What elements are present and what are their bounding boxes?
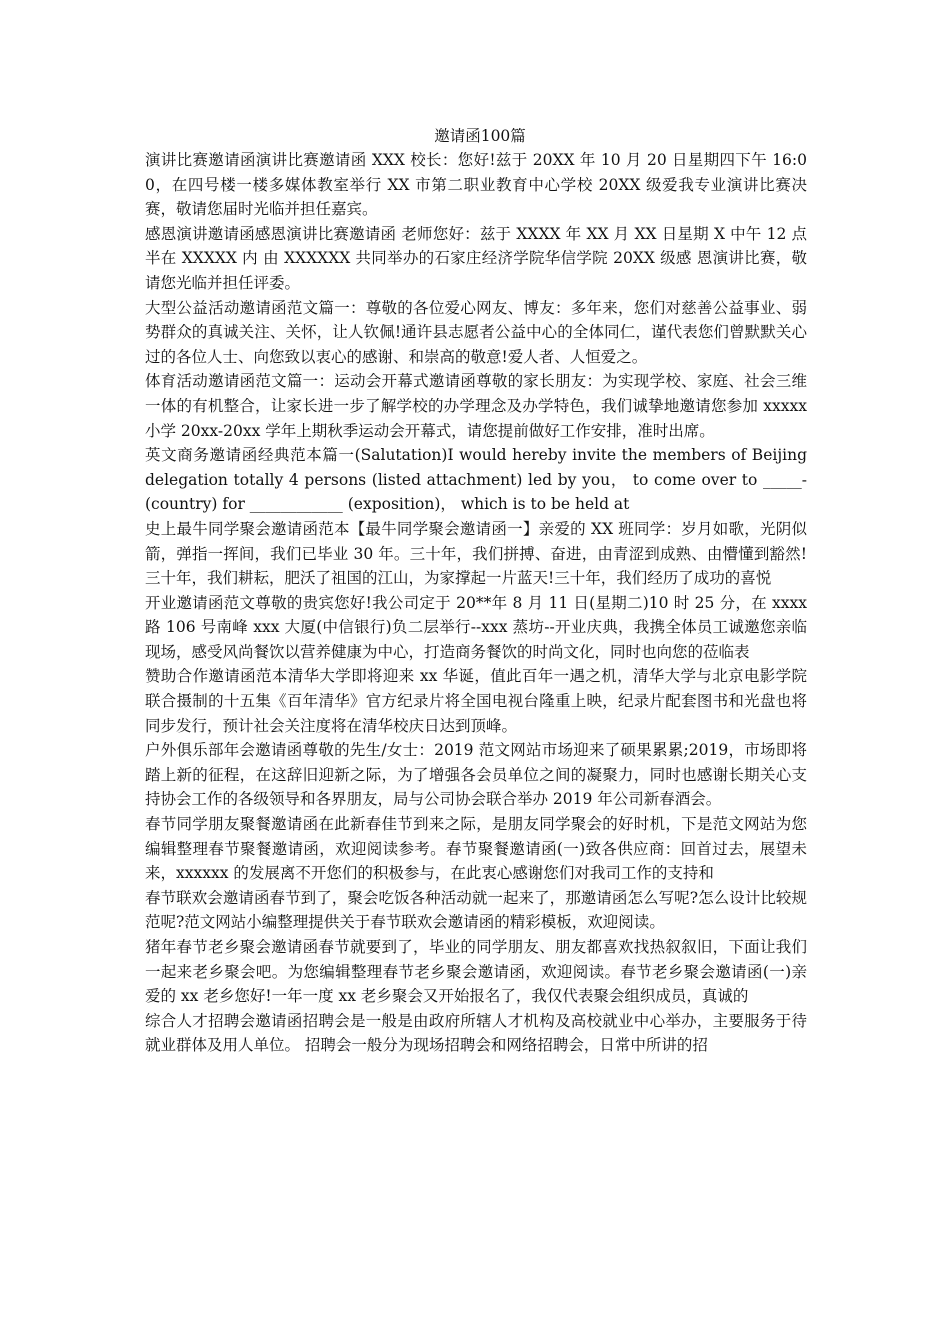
paragraph-outdoor-club: 户外俱乐部年会邀请函尊敬的先生/女士：2019 范文网站市场迎来了硕果累累;2019，市场即将踏上新的征程，在这辞旧迎新之际，为了增强各会员单位之间的凝聚力，同时也感谢长期关心支持协会工作的各级领导和各界朋友，局与公司协会联合举办 2019 年公司新春酒会。 [145,741,807,809]
paragraph-spring-gala: 春节联欢会邀请函春节到了，聚会吃饭各种活动就一起来了，那邀请函怎么写呢?怎么设计比较规范呢?范文网站小编整理提供关于春节联欢会邀请函的精彩模板，欢迎阅读。 [145,888,807,932]
paragraph-opening-ceremony: 开业邀请函范文尊敬的贵宾您好!我公司定于 20**年 8 月 11 日(星期二)10 时 25 分，在 xxxx 路 106 号南峰 xxx 大厦(中信银行)负二层举行--xxx 蒸坊--开业庆典，我携全体员工诚邀您亲临现场，感受风尚餐饮以营养健康为中心，打造商务餐饮的时尚文化，同时也向您的莅临表 [145,593,807,661]
paragraph-sponsorship: 赞助合作邀请函范本清华大学即将迎来 xx 华诞，值此百年一遇之机，清华大学与北京电影学院联合摄制的十五集《百年清华》官方纪录片将全国电视台隆重上映，纪录片配套图书和光盘也将同步发行，预计社会关注度将在清华校庆日达到顶峰。 [145,667,807,735]
paragraph-speech-contest: 演讲比赛邀请函演讲比赛邀请函 XXX 校长：您好!兹于 20XX 年 10 月 20 日星期四下午 16:00，在四号楼一楼多媒体教室举行 XX 市第二职业教育中心学校 20XX 级爱我专业演讲比赛决赛，敬请您届时光临并担任嘉宾。 [145,151,807,219]
paragraph-classmate-reunion: 史上最牛同学聚会邀请函范本【最牛同学聚会邀请函一】亲爱的 XX 班同学：岁月如歌，光阴似箭，弹指一挥间，我们已毕业 30 年。三十年，我们拼搏、奋进，由青涩到成熟、由懵懂到豁然!三十年，我们耕耘，肥沃了祖国的江山，为家撑起一片蓝天!三十年，我们经历了成功的喜悦 [145,519,807,588]
paragraph-hometown-reunion: 猪年春节老乡聚会邀请函春节就要到了，毕业的同学朋友、朋友都喜欢找热叙叙旧，下面让我们一起来老乡聚会吧。为您编辑整理春节老乡聚会邀请函，欢迎阅读。春节老乡聚会邀请函(一)亲爱的 xx 老乡您好!一年一度 xx 老乡聚会又开始报名了，我仅代表聚会组织成员，真诚的 [145,938,807,1006]
paragraph-job-fair: 综合人才招聘会邀请函招聘会是一般是由政府所辖人才机构及高校就业中心举办，主要服务于待就业群体及用人单位。 招聘会一般分为现场招聘会和网络招聘会，日常中所讲的招 [145,1011,807,1055]
document-title: 邀请函100篇 [434,127,526,145]
document-page [145,124,807,1058]
paragraph-english-business: 英文商务邀请函经典范本篇一(Salutation)I would hereby invite the members of Beijing delegation totally 4 persons (listed attachment) led by you， to come over to _____-(country) for ____________ (exposition)， which is to be held at [145,446,807,514]
paragraph-charity-event: 大型公益活动邀请函范文篇一：尊敬的各位爱心网友、博友：多年来，您们对慈善公益事业、弱势群众的真诚关注、关怀，让人钦佩!通许县志愿者公益中心的全体同仁，谨代表您们曾默默关心过的各位人士、向您致以衷心的感谢、和崇高的敬意!爱人者、人恒爱之。 [145,298,807,366]
paragraph-spring-dinner: 春节同学朋友聚餐邀请函在此新春佳节到来之际，是朋友同学聚会的好时机，下是范文网站为您编辑整理春节聚餐邀请函，欢迎阅读参考。春节聚餐邀请函(一)致各供应商：回首过去，展望未来，xxxxxx 的发展离不开您们的积极参与，在此衷心感谢您们对我司工作的支持和 [145,815,807,883]
paragraph-sports-event: 体育活动邀请函范文篇一：运动会开幕式邀请函尊敬的家长朋友：为实现学校、家庭、社会三维一体的有机整合，让家长进一步了解学校的办学理念及办学特色，我们诚挚地邀请您参加 xxxxx 小学 20xx-20xx 学年上期秋季运动会开幕式，请您提前做好工作安排，准时出席。 [145,372,807,440]
paragraph-gratitude-speech: 感恩演讲邀请函感恩演讲比赛邀请函 老师您好：兹于 XXXX 年 XX 月 XX 日星期 X 中午 12 点半在 XXXXX 内 由 XXXXXX 共同举办的石家庄经济学院华信学院 20XX 级感 恩演讲比赛，敬请您光临并担任评委。 [145,224,807,292]
